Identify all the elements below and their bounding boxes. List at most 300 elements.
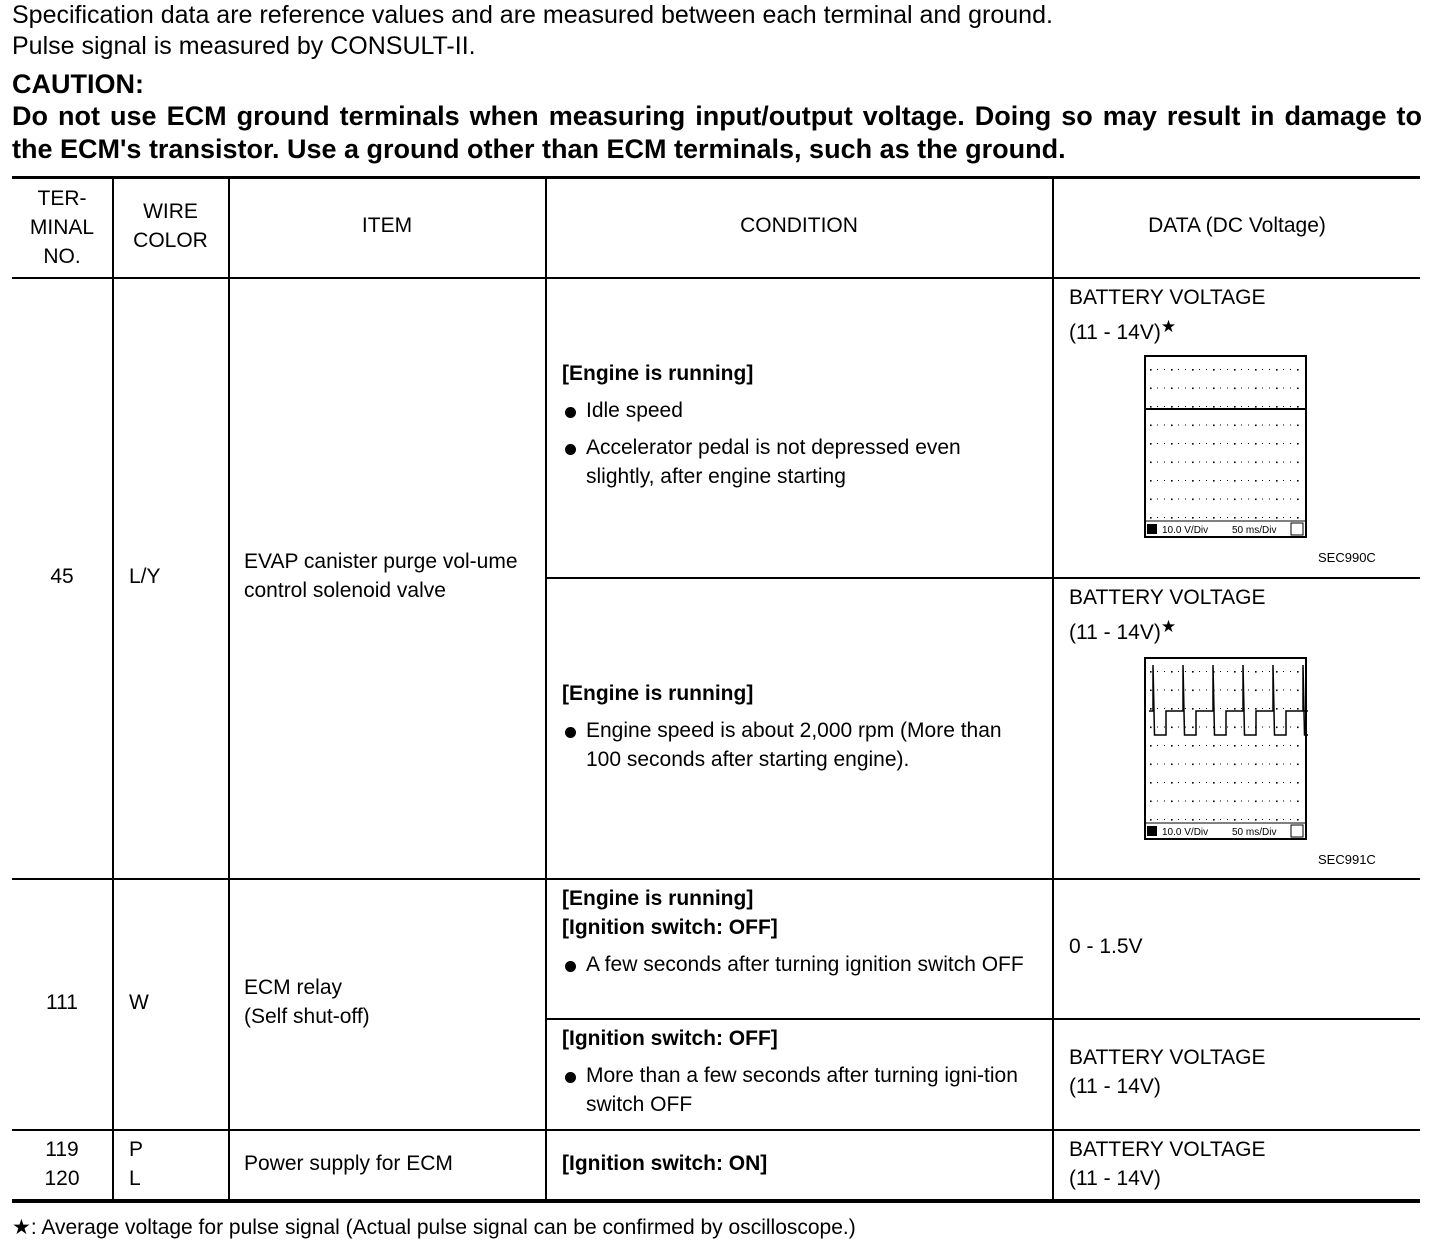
scope-grid-dot bbox=[1213, 819, 1215, 821]
scope-grid-dot bbox=[1220, 517, 1221, 518]
scope-grid-dot bbox=[1276, 499, 1278, 501]
scope-grid-dot bbox=[1220, 425, 1221, 426]
scope-grid-dot bbox=[1178, 782, 1179, 783]
scope-grid-dot bbox=[1206, 499, 1207, 500]
scope-grid-dot bbox=[1157, 369, 1158, 370]
scope-grid-dot bbox=[1255, 782, 1257, 784]
scope-grid-dot bbox=[1171, 369, 1173, 371]
scope-grid-dot bbox=[1171, 671, 1173, 673]
scope-grid-dot bbox=[1157, 819, 1158, 820]
scope-grid-dot bbox=[1199, 708, 1200, 709]
scope-grid-dot bbox=[1276, 443, 1278, 445]
scope-grid-dot bbox=[1206, 443, 1207, 444]
scope-grid-dot bbox=[1290, 499, 1291, 500]
scope-grid-dot bbox=[1297, 388, 1299, 390]
scope-grid-dot bbox=[1199, 388, 1200, 389]
header-condition: CONDITION bbox=[740, 214, 858, 237]
scope-grid-dot bbox=[1297, 499, 1299, 501]
scope-grid-dot bbox=[1192, 801, 1194, 803]
scope-grid-dot bbox=[1269, 690, 1270, 691]
scope-grid-dot bbox=[1262, 782, 1263, 783]
scope-grid-dot bbox=[1213, 499, 1215, 501]
scope-grid-dot bbox=[1276, 708, 1278, 710]
scope-grid-dot bbox=[1276, 764, 1278, 766]
scope-grid-dot bbox=[1164, 690, 1165, 691]
scope-grid-dot bbox=[1283, 782, 1284, 783]
scope-grid-dot bbox=[1290, 782, 1291, 783]
scope-grid-dot bbox=[1255, 671, 1257, 673]
scope-grid-dot bbox=[1227, 369, 1228, 370]
scope-grid-dot bbox=[1283, 425, 1284, 426]
scope-grid-dot bbox=[1178, 480, 1179, 481]
scope-grid-dot bbox=[1171, 819, 1173, 821]
scope-grid-dot bbox=[1206, 517, 1207, 518]
scope-grid-dot bbox=[1178, 671, 1179, 672]
scope-grid-dot bbox=[1297, 782, 1299, 784]
scope-grid-dot bbox=[1150, 517, 1152, 519]
scope-grid-dot bbox=[1262, 462, 1263, 463]
data-value: BATTERY VOLTAGE (11 - 14V) bbox=[1069, 1138, 1266, 1190]
scope-grid-dot bbox=[1178, 462, 1179, 463]
scope-grid-dot bbox=[1157, 517, 1158, 518]
scope-grid-dot bbox=[1297, 480, 1299, 482]
scope-grid-dot bbox=[1164, 801, 1165, 802]
caution-title: CAUTION: bbox=[12, 69, 144, 99]
scope-grid-dot bbox=[1150, 727, 1152, 729]
scope-grid-dot bbox=[1297, 443, 1299, 445]
scope-grid-dot bbox=[1157, 764, 1158, 765]
scope-grid-dot bbox=[1171, 425, 1173, 427]
scope-grid-dot bbox=[1220, 782, 1221, 783]
scope-grid-dot bbox=[1283, 819, 1284, 820]
scope-grid-dot bbox=[1185, 462, 1186, 463]
scope-grid-dot bbox=[1248, 443, 1249, 444]
scope-grid-dot bbox=[1262, 801, 1263, 802]
scope-grid-dot bbox=[1234, 745, 1236, 747]
scope-grid-dot bbox=[1164, 819, 1165, 820]
scope-grid-dot bbox=[1248, 801, 1249, 802]
scope-grid-dot bbox=[1241, 782, 1242, 783]
scope-grid-dot bbox=[1262, 425, 1263, 426]
scope-grid-dot bbox=[1255, 425, 1257, 427]
scope-grid-dot bbox=[1234, 499, 1236, 501]
scope-grid-dot bbox=[1220, 462, 1221, 463]
scope-grid-dot bbox=[1192, 745, 1194, 747]
scope-grid-dot bbox=[1220, 499, 1221, 500]
condition-block: [Engine is running] Idle speed Accelerator pedal is not depressed even slightly, after engine starting bbox=[562, 359, 1032, 491]
scope-grid-dot bbox=[1213, 480, 1215, 482]
scope-grid-dot bbox=[1178, 690, 1179, 691]
scope-grid-dot bbox=[1199, 480, 1200, 481]
scope-grid-dot bbox=[1150, 764, 1152, 766]
scope-grid-dot bbox=[1157, 425, 1158, 426]
scope-grid-dot bbox=[1241, 480, 1242, 481]
scope-grid-dot bbox=[1234, 690, 1236, 692]
scope-grid-dot bbox=[1276, 369, 1278, 371]
scope-grid-dot bbox=[1269, 708, 1270, 709]
scope-grid-dot bbox=[1178, 425, 1179, 426]
scope-grid-dot bbox=[1241, 819, 1242, 820]
scope-grid-dot bbox=[1206, 708, 1207, 709]
scope-grid-dot bbox=[1297, 425, 1299, 427]
scope-grid-dot bbox=[1248, 671, 1249, 672]
oscilloscope-waveform-2000rpm bbox=[1144, 657, 1308, 841]
scope-grid-dot bbox=[1297, 764, 1299, 766]
scope-grid-dot bbox=[1234, 782, 1236, 784]
scope-grid-dot bbox=[1185, 406, 1186, 407]
scope-grid-dot bbox=[1283, 801, 1284, 802]
caution-text: Do not use ECM ground terminals when measuring input/output voltage. Doing so may result in damage to the ECM's transistor. Use a ground other than ECM terminals, such as the ground. bbox=[12, 101, 1422, 164]
scope-grid-dot bbox=[1192, 517, 1194, 519]
scope-grid-dot bbox=[1150, 480, 1152, 482]
scope-grid-dot bbox=[1192, 388, 1194, 390]
scope-grid-dot bbox=[1248, 690, 1249, 691]
terminal-no: 119 120 bbox=[44, 1138, 80, 1190]
scope-grid-dot bbox=[1290, 462, 1291, 463]
scope-grid-dot bbox=[1248, 369, 1249, 370]
scope-grid-dot bbox=[1227, 671, 1228, 672]
scope-grid-dot bbox=[1297, 671, 1299, 673]
scope-grid-dot bbox=[1234, 406, 1236, 408]
scope-grid-dot bbox=[1185, 388, 1186, 389]
scope-grid-dot bbox=[1199, 671, 1200, 672]
scope-grid-dot bbox=[1171, 801, 1173, 803]
scope-grid-dot bbox=[1157, 727, 1158, 728]
scope-grid-dot bbox=[1206, 727, 1207, 728]
scope-grid-dot bbox=[1164, 443, 1165, 444]
scope-grid-dot bbox=[1164, 499, 1165, 500]
scope-grid-dot bbox=[1290, 480, 1291, 481]
scope-grid-dot bbox=[1150, 443, 1152, 445]
scope-grid-dot bbox=[1262, 499, 1263, 500]
scope-grid-dot bbox=[1269, 480, 1270, 481]
scope-grid-dot bbox=[1178, 708, 1179, 709]
scope-grid-dot bbox=[1290, 443, 1291, 444]
scope-grid-dot bbox=[1241, 764, 1242, 765]
scope-grid-dot bbox=[1241, 369, 1242, 370]
scope-grid-dot bbox=[1199, 690, 1200, 691]
scope-grid-dot bbox=[1185, 708, 1186, 709]
scope-grid-dot bbox=[1234, 801, 1236, 803]
scope-grid-dot bbox=[1199, 801, 1200, 802]
scope-grid-dot bbox=[1283, 443, 1284, 444]
scope-grid-dot bbox=[1283, 708, 1284, 709]
scope-grid-dot bbox=[1206, 819, 1207, 820]
scope-grid-dot bbox=[1297, 406, 1299, 408]
scope-grid-dot bbox=[1234, 727, 1236, 729]
scope-grid-dot bbox=[1297, 819, 1299, 821]
scope-grid-dot bbox=[1220, 671, 1221, 672]
scope-grid-dot bbox=[1220, 690, 1221, 691]
scope-grid-dot bbox=[1220, 801, 1221, 802]
scope-grid-dot bbox=[1220, 764, 1221, 765]
scope-grid-dot bbox=[1206, 745, 1207, 746]
scope-grid-dot bbox=[1185, 425, 1186, 426]
scope-grid-dot bbox=[1157, 745, 1158, 746]
scope-grid-dot bbox=[1276, 425, 1278, 427]
scope-grid-dot bbox=[1206, 406, 1207, 407]
scope-grid-dot bbox=[1255, 443, 1257, 445]
scope-grid-dot bbox=[1283, 517, 1284, 518]
scope-grid-dot bbox=[1262, 388, 1263, 389]
scope-grid-dot bbox=[1178, 727, 1179, 728]
scope-grid-dot bbox=[1185, 819, 1186, 820]
scope-grid-dot bbox=[1220, 443, 1221, 444]
scope-grid-dot bbox=[1297, 462, 1299, 464]
scope-grid-dot bbox=[1206, 369, 1207, 370]
scope-grid-dot bbox=[1185, 517, 1186, 518]
scope-grid-dot bbox=[1234, 764, 1236, 766]
scope-grid-dot bbox=[1269, 764, 1270, 765]
scope-grid-dot bbox=[1227, 690, 1228, 691]
scope-grid-dot bbox=[1220, 369, 1221, 370]
scope-grid-dot bbox=[1157, 406, 1158, 407]
scope-grid-dot bbox=[1297, 690, 1299, 692]
scope-grid-dot bbox=[1164, 671, 1165, 672]
scope-grid-dot bbox=[1206, 671, 1207, 672]
scope-grid-dot bbox=[1297, 517, 1299, 519]
scope-grid-dot bbox=[1150, 425, 1152, 427]
scope-grid-dot bbox=[1220, 480, 1221, 481]
scope-grid-dot bbox=[1192, 764, 1194, 766]
scope-grid-dot bbox=[1269, 819, 1270, 820]
scope-grid-dot bbox=[1283, 671, 1284, 672]
header-terminal: TER- MINAL NO. bbox=[29, 187, 95, 268]
scope-grid-dot bbox=[1213, 517, 1215, 519]
scope-grid-dot bbox=[1234, 425, 1236, 427]
scope-grid-dot bbox=[1199, 517, 1200, 518]
scope-grid-dot bbox=[1241, 406, 1242, 407]
scope-grid-dot bbox=[1192, 708, 1194, 710]
scope-grid-dot bbox=[1227, 708, 1228, 709]
scope-grid-dot bbox=[1241, 443, 1242, 444]
scope-grid-dot bbox=[1164, 388, 1165, 389]
scope-grid-dot bbox=[1178, 745, 1179, 746]
item-name: ECM relay (Self shut-off) bbox=[244, 976, 370, 1028]
scope-grid-dot bbox=[1269, 499, 1270, 500]
scope-grid-dot bbox=[1185, 443, 1186, 444]
scope-grid-dot bbox=[1269, 745, 1270, 746]
scope-grid-dot bbox=[1241, 517, 1242, 518]
scope-grid-dot bbox=[1276, 745, 1278, 747]
scope-grid-dot bbox=[1185, 782, 1186, 783]
scope-grid-dot bbox=[1290, 727, 1291, 728]
scope-grid-dot bbox=[1283, 764, 1284, 765]
condition-bullet: Idle speed bbox=[562, 396, 1032, 425]
scope-grid-dot bbox=[1185, 369, 1186, 370]
scope-grid-dot bbox=[1255, 745, 1257, 747]
scope-grid-dot bbox=[1199, 406, 1200, 407]
scope-grid-dot bbox=[1157, 671, 1158, 672]
scope-grid-dot bbox=[1213, 425, 1215, 427]
scope-grid-dot bbox=[1255, 406, 1257, 408]
scope-grid-dot bbox=[1192, 782, 1194, 784]
scope-label-time: 50 ms/Div bbox=[1232, 827, 1277, 838]
scope-grid-dot bbox=[1255, 517, 1257, 519]
scope-grid-dot bbox=[1157, 388, 1158, 389]
scope-grid-dot bbox=[1171, 727, 1173, 729]
scope-grid-dot bbox=[1283, 727, 1284, 728]
scope-grid-dot bbox=[1269, 727, 1270, 728]
scope-grid-dot bbox=[1220, 708, 1221, 709]
scope-grid-dot bbox=[1206, 425, 1207, 426]
scope-grid-dot bbox=[1297, 801, 1299, 803]
wire-color: L/Y bbox=[129, 565, 161, 588]
scope-grid-dot bbox=[1255, 480, 1257, 482]
scope-grid-dot bbox=[1171, 708, 1173, 710]
scope-grid-dot bbox=[1276, 462, 1278, 464]
scope-grid-dot bbox=[1283, 462, 1284, 463]
scope-grid-dot bbox=[1234, 480, 1236, 482]
scope-grid-dot bbox=[1171, 499, 1173, 501]
scope-grid-dot bbox=[1269, 782, 1270, 783]
scope-grid-dot bbox=[1213, 801, 1215, 803]
scope-grid-dot bbox=[1241, 671, 1242, 672]
scope-grid-dot bbox=[1171, 462, 1173, 464]
scope-grid-dot bbox=[1262, 690, 1263, 691]
data-value: BATTERY VOLTAGE (11 - 14V)★ bbox=[1069, 286, 1266, 344]
scope-grid-dot bbox=[1276, 690, 1278, 692]
scope-grid-dot bbox=[1199, 782, 1200, 783]
scope-grid-dot bbox=[1290, 517, 1291, 518]
star-mark: ★ bbox=[1160, 317, 1177, 336]
scope-label-voltage: 10.0 V/Div bbox=[1162, 827, 1209, 838]
star-mark: ★ bbox=[12, 1216, 31, 1239]
scope-grid-dot bbox=[1255, 801, 1257, 803]
scope-grid-dot bbox=[1276, 480, 1278, 482]
scope-grid-dot bbox=[1290, 764, 1291, 765]
scope-grid-dot bbox=[1262, 727, 1263, 728]
scope-grid-dot bbox=[1150, 801, 1152, 803]
pulse-note: Pulse signal is measured by CONSULT-II. bbox=[12, 32, 476, 60]
scope-grid-dot bbox=[1192, 425, 1194, 427]
scope-grid-dot bbox=[1164, 462, 1165, 463]
scope-grid-dot bbox=[1248, 745, 1249, 746]
scope-grid-dot bbox=[1290, 425, 1291, 426]
scope-grid-dot bbox=[1157, 480, 1158, 481]
footnote: ★: Average voltage for pulse signal (Actual pulse signal can be confirmed by oscilloscope.) bbox=[12, 1216, 856, 1239]
scope-grid-dot bbox=[1150, 671, 1152, 673]
scope-grid-dot bbox=[1241, 745, 1242, 746]
scope-grid-dot bbox=[1178, 764, 1179, 765]
scope-label-voltage: 10.0 V/Div bbox=[1162, 525, 1209, 536]
scope-grid-dot bbox=[1213, 369, 1215, 371]
scope-grid-dot bbox=[1213, 443, 1215, 445]
scope-grid-dot bbox=[1255, 690, 1257, 692]
scope-grid-dot bbox=[1213, 388, 1215, 390]
data-value: 0 - 1.5V bbox=[1069, 935, 1143, 958]
scope-grid-dot bbox=[1276, 782, 1278, 784]
scope-grid-dot bbox=[1185, 499, 1186, 500]
scope-grid-dot bbox=[1185, 727, 1186, 728]
condition-bullet: Accelerator pedal is not depressed even slightly, after engine starting bbox=[562, 433, 1032, 491]
scope-grid-dot bbox=[1199, 764, 1200, 765]
spec-note: Specification data are reference values and are measured between each terminal and ground. bbox=[12, 1, 1053, 29]
scope-grid-dot bbox=[1290, 406, 1291, 407]
scope-grid-dot bbox=[1199, 499, 1200, 500]
scope-grid-dot bbox=[1178, 517, 1179, 518]
scope-grid-dot bbox=[1276, 517, 1278, 519]
scope-grid-dot bbox=[1241, 727, 1242, 728]
scope-grid-dot bbox=[1227, 499, 1228, 500]
scope-grid-dot bbox=[1255, 388, 1257, 390]
scope-grid-dot bbox=[1248, 764, 1249, 765]
scope-grid-dot bbox=[1262, 819, 1263, 820]
scope-grid-dot bbox=[1290, 690, 1291, 691]
scope-grid-dot bbox=[1185, 671, 1186, 672]
wire-color: P L bbox=[129, 1138, 144, 1190]
scope-grid-dot bbox=[1220, 406, 1221, 407]
header-data: DATA (DC Voltage) bbox=[1148, 214, 1326, 237]
scope-grid-dot bbox=[1199, 819, 1200, 820]
scope-grid-dot bbox=[1213, 745, 1215, 747]
scope-grid-dot bbox=[1157, 499, 1158, 500]
scope-grid-dot bbox=[1157, 782, 1158, 783]
scope-grid-dot bbox=[1227, 764, 1228, 765]
scope-grid-dot bbox=[1227, 443, 1228, 444]
scope-grid-dot bbox=[1283, 369, 1284, 370]
figure-id: SEC990C bbox=[1318, 550, 1376, 565]
figure-id: SEC991C bbox=[1318, 852, 1376, 867]
scope-grid-dot bbox=[1220, 388, 1221, 389]
scope-grid-dot bbox=[1164, 727, 1165, 728]
scope-grid-dot bbox=[1269, 801, 1270, 802]
scope-grid-dot bbox=[1185, 764, 1186, 765]
scope-grid-dot bbox=[1262, 443, 1263, 444]
scope-grid-dot bbox=[1192, 369, 1194, 371]
scope-grid-dot bbox=[1185, 690, 1186, 691]
scope-grid-dot bbox=[1248, 727, 1249, 728]
scope-grid-dot bbox=[1227, 727, 1228, 728]
scope-grid-dot bbox=[1150, 690, 1152, 692]
condition-bullet: Engine speed is about 2,000 rpm (More than 100 seconds after starting engine). bbox=[562, 716, 1032, 774]
scope-grid-dot bbox=[1227, 388, 1228, 389]
scope-grid-dot bbox=[1171, 764, 1173, 766]
scope-grid-dot bbox=[1178, 388, 1179, 389]
scope-grid-dot bbox=[1269, 406, 1270, 407]
scope-grid-dot bbox=[1150, 782, 1152, 784]
scope-grid-dot bbox=[1192, 499, 1194, 501]
scope-grid-dot bbox=[1206, 480, 1207, 481]
scope-grid-dot bbox=[1255, 764, 1257, 766]
scope-grid-dot bbox=[1276, 406, 1278, 408]
scope-grid-dot bbox=[1241, 801, 1242, 802]
scope-grid-dot bbox=[1297, 369, 1299, 371]
scope-grid-dot bbox=[1262, 708, 1263, 709]
scope-grid-dot bbox=[1290, 819, 1291, 820]
scope-grid-dot bbox=[1269, 517, 1270, 518]
scope-grid-dot bbox=[1185, 745, 1186, 746]
scope-grid-dot bbox=[1178, 406, 1179, 407]
scope-grid-dot bbox=[1269, 443, 1270, 444]
scope-grid-dot bbox=[1290, 745, 1291, 746]
scope-grid-dot bbox=[1192, 480, 1194, 482]
scope-grid-dot bbox=[1171, 517, 1173, 519]
scope-grid-dot bbox=[1171, 690, 1173, 692]
scope-grid-dot bbox=[1276, 671, 1278, 673]
scope-grid-dot bbox=[1262, 745, 1263, 746]
scope-grid-dot bbox=[1150, 369, 1152, 371]
scope-grid-dot bbox=[1164, 745, 1165, 746]
item-name: Power supply for ECM bbox=[244, 1152, 453, 1175]
scope-grid-dot bbox=[1220, 745, 1221, 746]
scope-label-time: 50 ms/Div bbox=[1232, 525, 1277, 536]
scope-grid-dot bbox=[1150, 462, 1152, 464]
scope-grid-dot bbox=[1185, 801, 1186, 802]
item-name: EVAP canister purge vol-ume control solenoid valve bbox=[244, 550, 518, 602]
scope-grid-dot bbox=[1241, 499, 1242, 500]
scope-grid-dot bbox=[1227, 782, 1228, 783]
